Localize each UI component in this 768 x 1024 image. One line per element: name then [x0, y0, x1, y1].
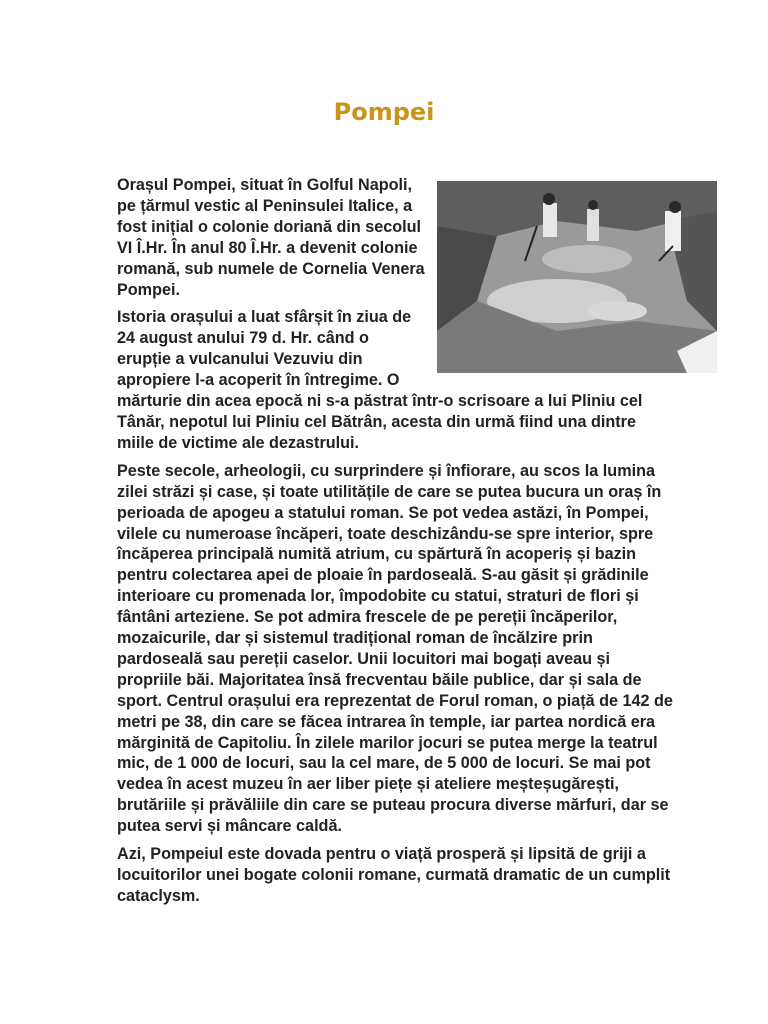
page-title: Pompei — [333, 98, 435, 126]
paragraph: Peste secole, arheologii, cu surprindere și înfiorare, au scos la lumina zilei străzi și case, și toate utilitățile de care se putea bucura un oraș în perioada de apogeu a statului roman. Se pot vedea astăzi, în Pompei, vilele cu numeroase încăperi, toate deschizându-se spre interior, spre încăperea principală numită atrium, cu spărtură în acoperiș și bazin pentru colectarea apei de ploaie în pardoseală. S-au găsit și grădinile interioare cu promenada lor, împodobite cu statui, straturi de flori și fântâni arteziene. Se pot admira frescele de pe pereții încăperilor, mozaicurile, dar și sistemul tradițional roman de încălzire prin pardoseală sau pereții caselor. Unii locuitori mai bogați aveau și propriile băi. Majoritatea însă frecventau băile publice, dar și sala de sport. Centrul orașului era reprezentat de Forul roman, o piață de 142 de metri pe 38, din care se făcea intrarea în temple, iar partea nordică era mărginită de Capitoliu. În zilele marilor jocuri se putea merge la teatrul mic, de 1 000 de locuri, sau la cel mare, de 5 000 de locuri. Se mai pot vedea în acest muzeu în aer liber piețe și ateliere meșteșugărești, brutăriile și prăvăliile din care se puteau procura diverse mărfuri, dar se putea servi și mâncare caldă. — [117, 461, 673, 836]
paragraph: Istoria orașului a luat sfârșit în ziua de 24 august anului 79 d. Hr. când o erupție a vulcanului Vezuviu din apropiere l-a acoperit în întregime. O mărturie din acea epocă ni s-a păstrat într-o scrisoare a lui Pliniu cel Tânăr, nepotul lui Pliniu cel Bătrân, acesta din urmă fiind una dintre miile de victime ale dezastrului. — [117, 308, 643, 452]
paragraph: Azi, Pompeiul este dovada pentru o viață prosperă și lipsită de griji a locuitorilor unei bogate colonii romane, curmată dramatic de un cumplit cataclysm. — [117, 845, 671, 905]
article-body — [117, 175, 677, 914]
excavation-photo — [437, 181, 717, 373]
paragraph: Orașul Pompei, situat în Golful Napoli, pe țărmul vestic al Peninsulei Italice, a fost inițial o colonie doriană din secolul VI Î.Hr. În anul 80 Î.Hr. a devenit colonie romană, sub numele de Cornelia Venera Pompei. — [117, 176, 425, 299]
